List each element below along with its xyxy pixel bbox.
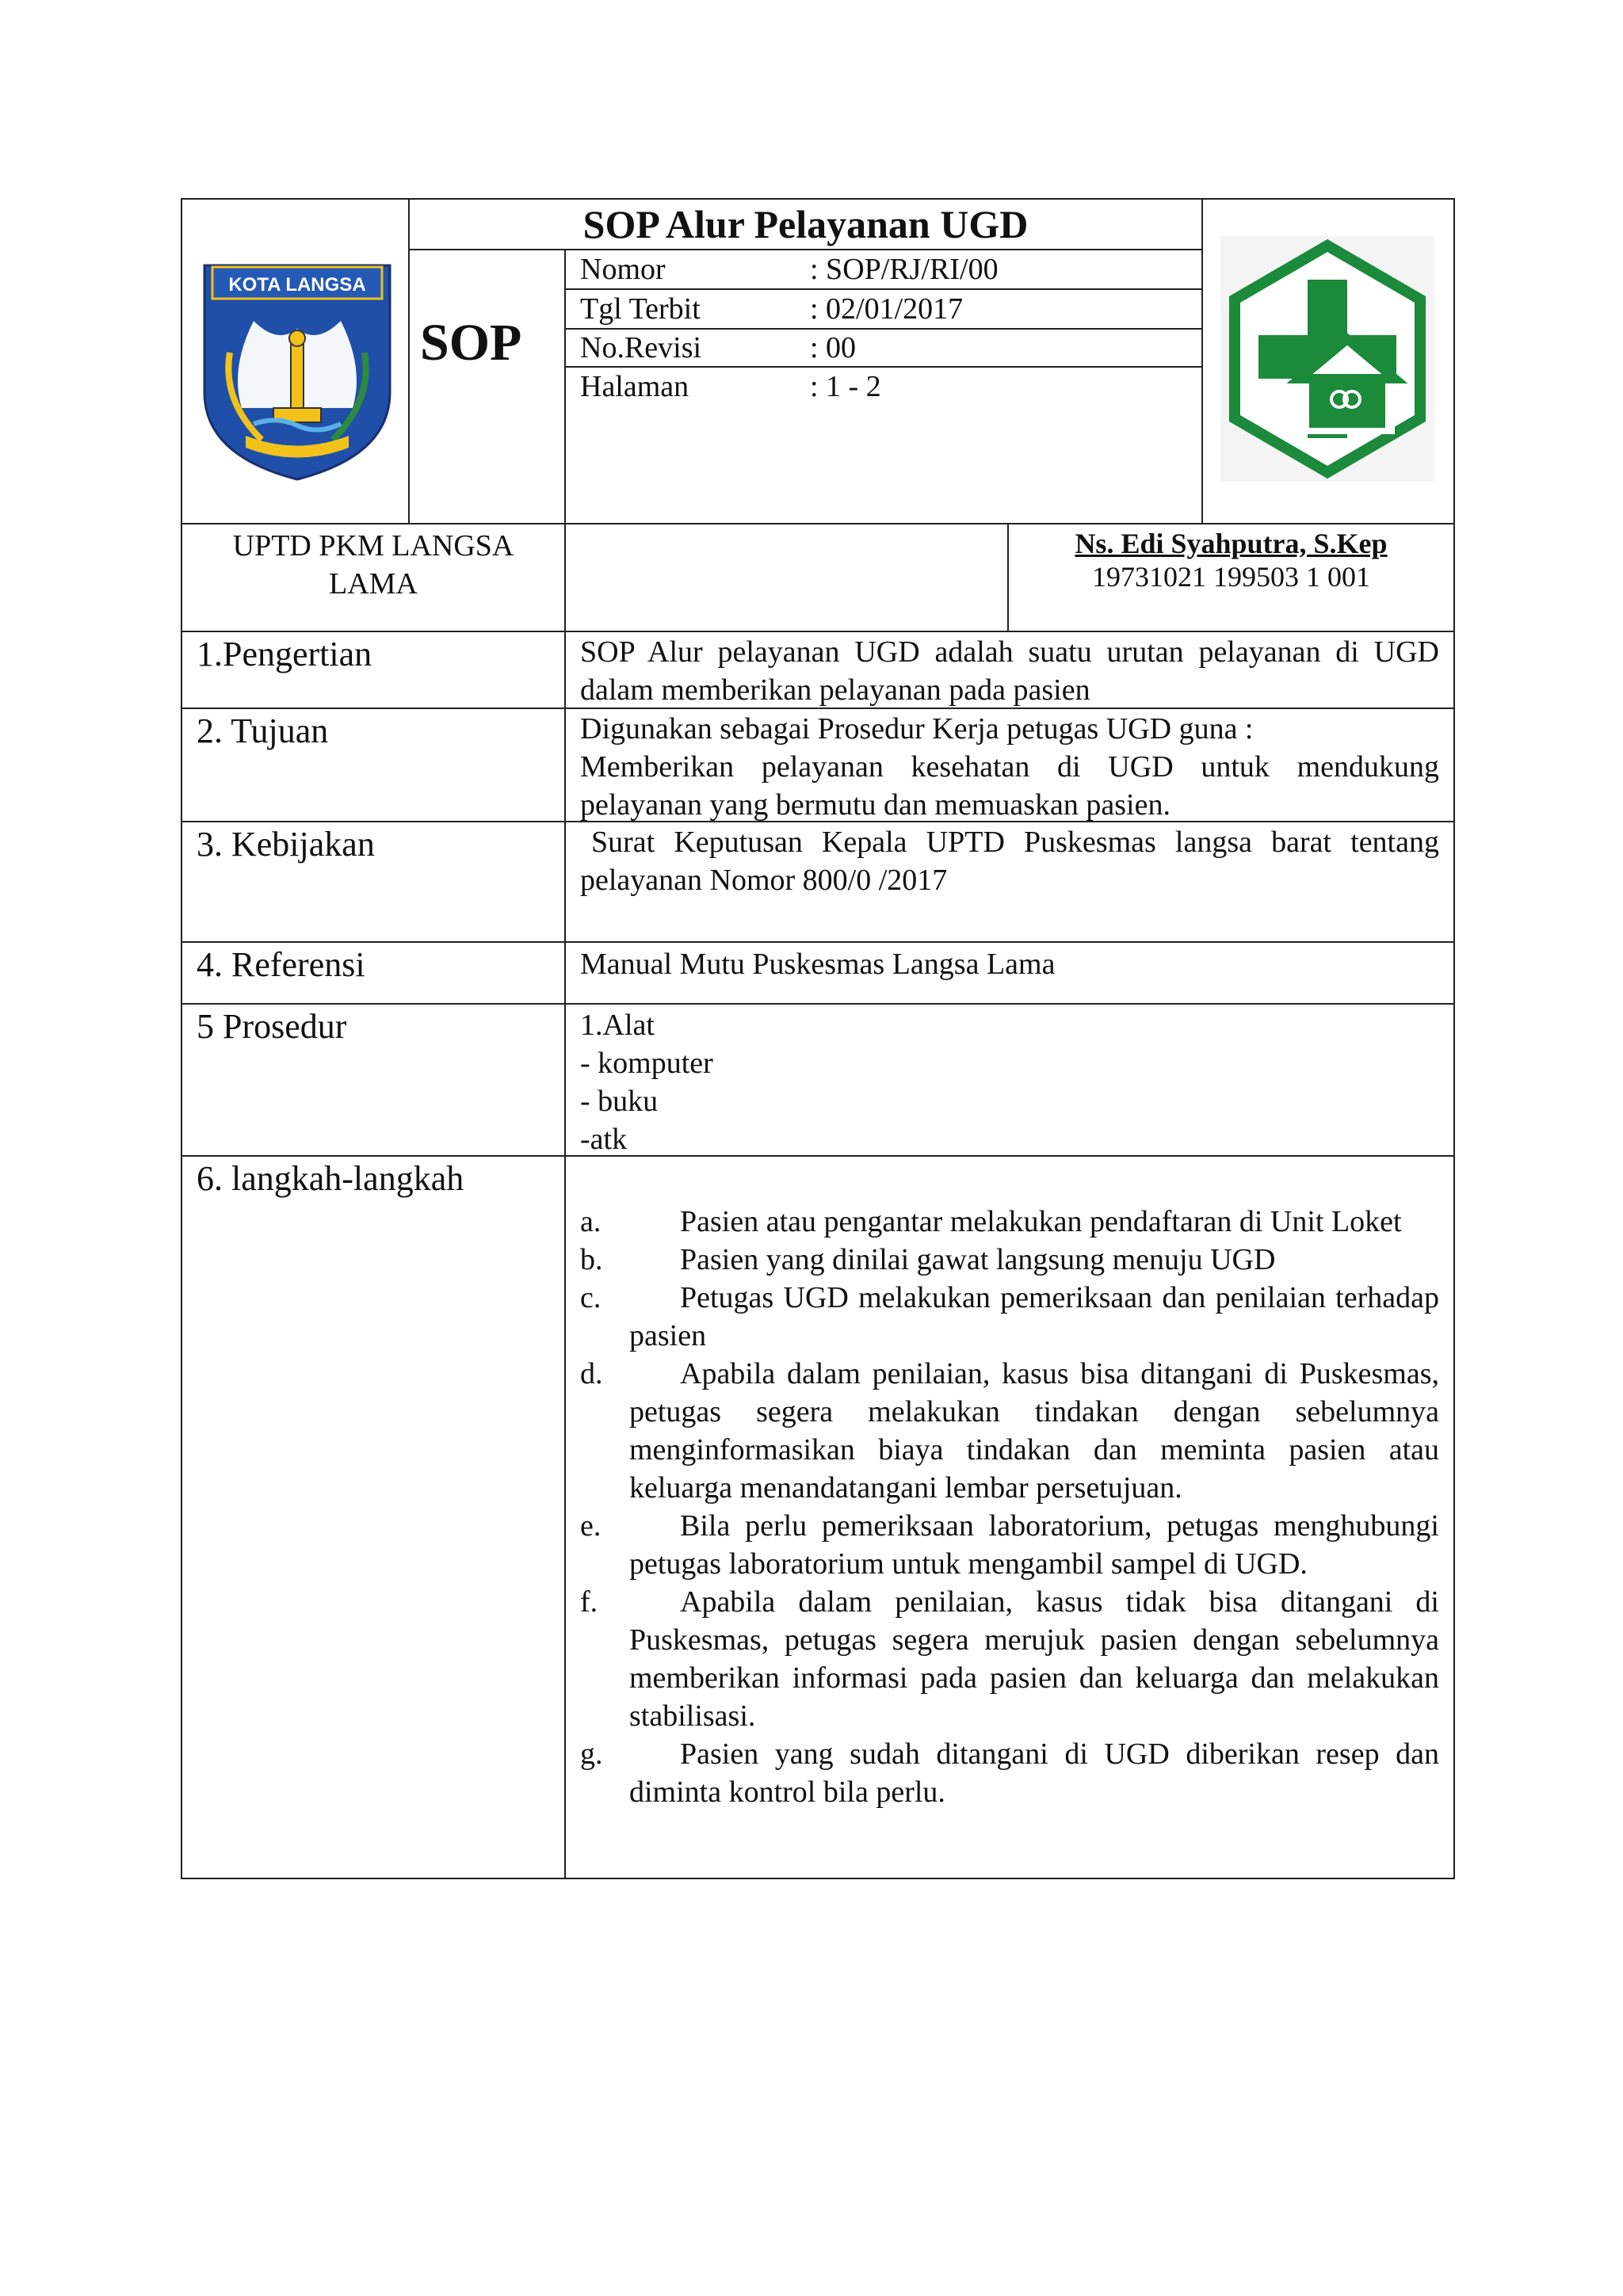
puskesmas-logo-icon: [1220, 236, 1434, 482]
meta-key-revisi: No.Revisi: [580, 331, 702, 364]
step-text: Pasien yang dinilai gawat langsung menuju UGD: [680, 1243, 1276, 1276]
step-item: [580, 1583, 1439, 1735]
label-referensi: 4. Referensi: [197, 945, 365, 984]
step-letter: d.: [580, 1357, 603, 1390]
emblem-banner-text: KOTA LANGSA: [228, 274, 366, 296]
prosedur-line: - buku: [580, 1085, 659, 1118]
label-langkah: 6. langkah-langkah: [197, 1159, 464, 1198]
step-item: [580, 1279, 1439, 1355]
meta-key-tgl-terbit: Tgl Terbit: [580, 292, 701, 326]
step-item: [580, 1241, 1439, 1279]
meta-value-tgl-terbit: : 02/01/2017: [810, 292, 964, 326]
step-letter: a.: [580, 1205, 601, 1238]
label-pengertian: 1.Pengertian: [197, 635, 372, 673]
meta-key-halaman: Halaman: [580, 370, 689, 403]
step-letter: f.: [580, 1585, 598, 1619]
prosedur-line: 1.Alat: [580, 1009, 655, 1042]
step-text: Bila perlu pemeriksaan laboratorium, petugas menghubungi petugas laboratorium untuk mengambil sampel di UGD.: [629, 1509, 1439, 1581]
step-item: [580, 1355, 1439, 1507]
prosedur-line: - komputer: [580, 1047, 713, 1080]
referensi-text: Manual Mutu Puskesmas Langsa Lama: [580, 948, 1056, 981]
step-text: Pasien atau pengantar melakukan pendaftaran di Unit Loket: [680, 1205, 1402, 1238]
step-text: Apabila dalam penilaian, kasus bisa ditangani di Puskesmas, petugas segera melakukan tindakan dengan sebelumnya menginformasikan biaya tindakan dan meminta pasien atau keluarga menandatangani lembar persetujuan.: [629, 1357, 1439, 1505]
prosedur-line: -atk: [580, 1123, 628, 1156]
signer-nip: 19731021 199503 1 001: [1092, 561, 1370, 593]
step-letter: b.: [580, 1243, 603, 1276]
tujuan-line-1: Digunakan sebagai Prosedur Kerja petugas UGD guna :: [580, 712, 1254, 746]
prosedur-list: [580, 1006, 1439, 1158]
signer-name: Ns. Edi Syahputra, S.Kep: [1075, 528, 1388, 559]
kebijakan-text: Surat Keputusan Kepala UPTD Puskesmas langsa barat tentang pelayanan Nomor 800/0 /2017: [580, 826, 1439, 897]
pengertian-text: SOP Alur pelayanan UGD adalah suatu urutan pelayanan di UGD dalam memberikan pelayanan pada pasien: [580, 635, 1439, 707]
label-prosedur: 5 Prosedur: [197, 1007, 347, 1046]
step-text: Apabila dalam penilaian, kasus tidak bisa ditangani di Puskesmas, petugas segera merujuk pasien dengan sebelumnya memberikan informasi pada pasien dan keluarga dan melakukan stabilisasi.: [629, 1585, 1439, 1733]
step-item: [580, 1203, 1439, 1241]
meta-value-revisi: : 00: [810, 331, 857, 364]
step-letter: e.: [580, 1509, 601, 1543]
unit-name: UPTD PKM LANGSA LAMA: [232, 529, 514, 601]
label-tujuan: 2. Tujuan: [197, 711, 329, 750]
step-text: Pasien yang sudah ditangani di UGD diberikan resep dan diminta kontrol bila perlu.: [629, 1737, 1439, 1809]
meta-value-nomor: : SOP/RJ/RI/00: [810, 253, 999, 286]
label-kebijakan: 3. Kebijakan: [197, 825, 375, 864]
meta-value-halaman: : 1 - 2: [810, 370, 881, 403]
step-letter: g.: [580, 1737, 603, 1771]
langkah-list: [580, 1203, 1439, 1811]
step-item: [580, 1507, 1439, 1583]
tujuan-content: [580, 710, 1439, 824]
page-title: SOP Alur Pelayanan UGD: [582, 202, 1029, 246]
kota-langsa-emblem-icon: [198, 257, 396, 484]
step-letter: c.: [580, 1281, 601, 1314]
sop-label: SOP: [420, 314, 522, 372]
tujuan-line-2: Memberikan pelayanan kesehatan di UGD untuk mendukung pelayanan yang bermutu dan memuaskan pasien.: [580, 750, 1439, 822]
step-text: Petugas UGD melakukan pemeriksaan dan penilaian terhadap pasien: [629, 1281, 1439, 1352]
meta-key-nomor: Nomor: [580, 253, 666, 286]
step-item: [580, 1735, 1439, 1811]
